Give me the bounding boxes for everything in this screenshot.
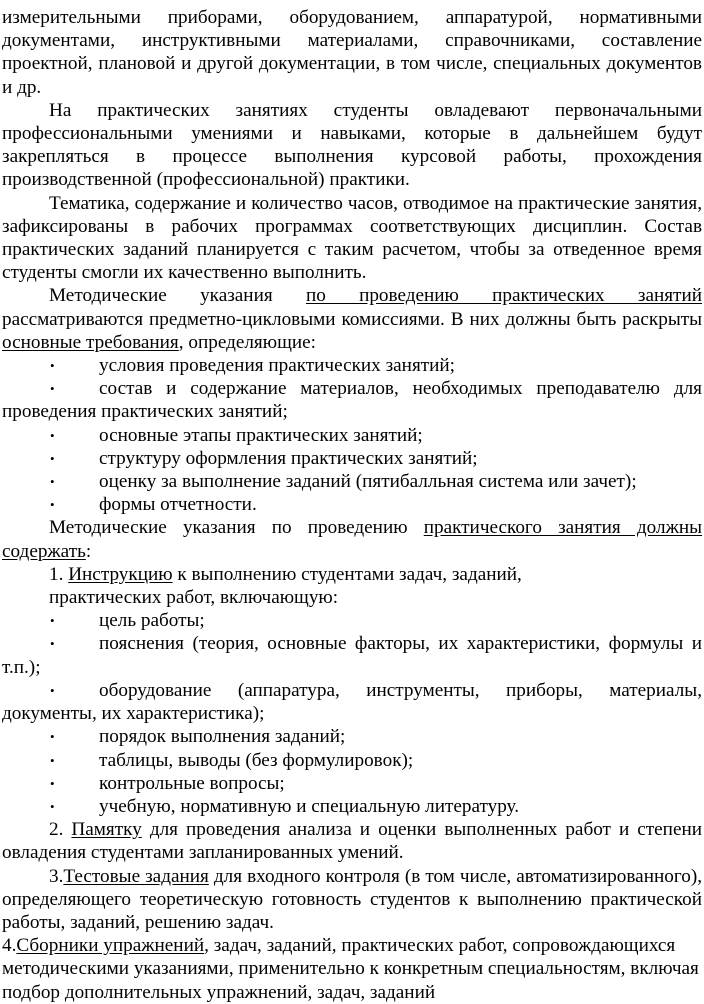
text-span: для входного контроля (в том числе, автоматизированного), определяющего теоретическую готовность студентов к выполнению практической работы, заданий, решению задач.	[2, 865, 702, 933]
underlined-phrase: Инструкцию	[68, 563, 173, 585]
underlined-phrase: основные требования	[2, 331, 179, 353]
underlined-phrase: практического занятия должны содержать	[2, 517, 702, 562]
text-span: , определяющие:	[178, 331, 316, 353]
bullet-icon: •	[50, 682, 55, 698]
paragraph-practical-skills: На практических занятиях студенты овладевают первоначальными профессиональными умениями и навыками, которые в дальнейшем будут закрепляться в процессе выполнения курсовой работы, прохождения производственной (профессиональной) практики.	[2, 99, 702, 191]
text-span: к выполнению студентами задач, заданий,	[172, 563, 522, 585]
bullet-icon: •	[50, 381, 55, 397]
list-item	[2, 632, 702, 678]
list-item	[2, 679, 702, 725]
instruction-list	[2, 609, 702, 818]
bullet-icon: •	[50, 798, 55, 814]
item-number: 2.	[49, 819, 72, 841]
bullet-icon: •	[50, 497, 55, 513]
paragraph-instruction	[2, 563, 702, 586]
paragraph-instruction-cont: практических работ, включающую:	[49, 587, 339, 609]
underlined-phrase: Памятку	[71, 819, 142, 841]
paragraph-memo	[2, 818, 702, 864]
bullet-icon: •	[50, 427, 55, 443]
text-span: Методические указания по проведению	[49, 517, 424, 539]
item-number: 3.	[49, 865, 64, 887]
list-item	[2, 795, 702, 818]
list-item	[2, 424, 702, 447]
paragraph-continuation: измерительными приборами, оборудованием, аппаратурой, нормативными документами, инструктивными материалами, справочниками, составление проектной, плановой и другой документации, в том числе, специальных документов и др.	[2, 7, 702, 98]
list-item-text: формы отчетности.	[99, 494, 257, 516]
list-item	[2, 447, 702, 470]
paragraph-tests	[2, 865, 702, 935]
list-item-text: порядок выполнения заданий;	[99, 726, 346, 748]
requirements-list	[2, 354, 702, 516]
list-item	[2, 354, 702, 377]
paragraph-must-contain	[2, 516, 702, 562]
list-item	[2, 493, 702, 516]
list-item-text: цель работы;	[99, 610, 205, 632]
bullet-icon: •	[50, 358, 55, 374]
underlined-phrase: Тестовые задания	[63, 865, 209, 887]
list-item-text: основные этапы практических занятий;	[99, 424, 423, 446]
list-item-text: пояснения (теория, основные факторы, их характеристики, формулы и т.п.);	[2, 633, 702, 678]
list-item-text: структуру оформления практических занятий;	[99, 447, 478, 469]
text-span: для проведения анализа и оценки выполненных работ и степени овладения студентами запланированных умений.	[2, 819, 702, 864]
bullet-icon: •	[50, 474, 55, 490]
bullet-icon: •	[50, 613, 55, 629]
list-item-text: оборудование (аппаратура, инструменты, приборы, материалы, документы, их характеристика);	[2, 679, 702, 725]
bullet-icon: •	[50, 775, 55, 791]
list-item	[2, 772, 702, 795]
list-item-text: таблицы, выводы (без формулировок);	[99, 749, 414, 771]
list-item-text: оценку за выполнение заданий (пятибалльная система или зачет);	[99, 471, 637, 493]
text-span: рассматриваются предметно-цикловыми комиссиями. В них должны быть раскрыты	[2, 308, 702, 330]
list-item	[2, 725, 702, 748]
list-item-text: состав и содержание материалов, необходимых преподавателю для проведения практических занятий;	[2, 378, 702, 423]
underlined-phrase: по проведению практических занятий	[305, 285, 702, 307]
paragraph-method-guidelines	[2, 284, 702, 354]
list-item	[2, 470, 702, 493]
bullet-icon: •	[50, 752, 55, 768]
list-item	[2, 749, 702, 772]
bullet-icon: •	[50, 729, 55, 745]
paragraph-exercise-collections	[2, 934, 702, 1004]
underlined-phrase: Сборники упражнений	[16, 935, 205, 957]
list-item-text: учебную, нормативную и специальную литературу.	[99, 795, 520, 817]
list-item-text: условия проведения практических занятий;	[99, 355, 456, 377]
list-item-text: контрольные вопросы;	[99, 772, 285, 794]
list-item	[2, 609, 702, 632]
text-span: Методические указания	[49, 285, 306, 307]
item-number: 1.	[49, 563, 69, 585]
item-number: 4.	[2, 935, 17, 957]
bullet-icon: •	[50, 636, 55, 652]
text-span: , задач, заданий, практических работ, сопровождающихся методическими указаниями, применительно к конкретным специальностям, включая подбор дополнительных упражнений, задач, заданий	[2, 935, 699, 1003]
text-span: :	[85, 540, 92, 562]
bullet-icon: •	[50, 450, 55, 466]
list-item	[2, 377, 702, 423]
paragraph-topics: Тематика, содержание и количество часов, отводимое на практические занятия, зафиксированы в рабочих программах соответствующих дисциплин. Состав практических заданий планируется с таким расчетом, чтобы за отведенное время студенты смогли их качественно выполнить.	[2, 192, 702, 284]
